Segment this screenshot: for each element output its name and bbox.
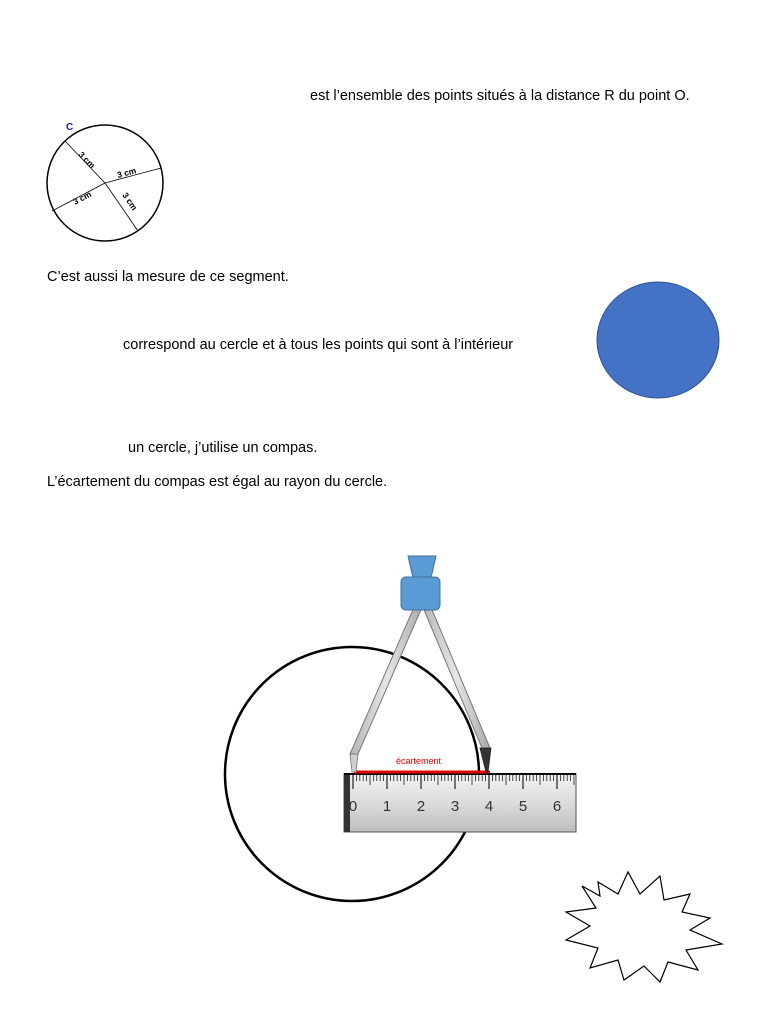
circle-label: C	[66, 122, 74, 133]
compass-leg-left	[350, 605, 423, 754]
radius-label: 3 cm	[71, 188, 94, 207]
radius-label: 3 cm	[76, 149, 98, 171]
ruler-number: 2	[416, 798, 426, 815]
ruler-number: 0	[348, 798, 358, 815]
definition-line-radius: C’est aussi la mesure de ce segment.	[47, 269, 289, 285]
ruler	[344, 774, 576, 832]
blue-disc	[594, 280, 722, 402]
compass-pencil-tip	[480, 748, 491, 772]
ruler-number: 5	[518, 798, 528, 815]
spread-label: écartement	[396, 756, 442, 766]
definition-line-disc: correspond au cercle et à tous les points qui sont à l’intérieur	[123, 337, 514, 353]
compass-figure	[210, 550, 610, 920]
ruler-number: 4	[484, 798, 494, 815]
instruction-line-spread: L’écartement du compas est égal au rayon du cercle.	[47, 474, 388, 490]
radius-label: 3 cm	[115, 165, 138, 180]
compass-head	[401, 577, 440, 610]
ruler-number: 3	[450, 798, 460, 815]
compass	[350, 556, 491, 772]
circle-diagram	[40, 115, 180, 245]
ruler-number: 1	[382, 798, 392, 815]
radius-label: 3 cm	[120, 190, 140, 213]
definition-line-circle: est l’ensemble des points situés à la distance R du point O.	[310, 88, 690, 104]
compass-needle	[350, 754, 358, 772]
ruler-number: 6	[552, 798, 562, 815]
compass-handle-top	[408, 556, 436, 578]
instruction-line-compass: un cercle, j’utilise un compas.	[128, 440, 318, 456]
burst-shape	[560, 864, 730, 984]
